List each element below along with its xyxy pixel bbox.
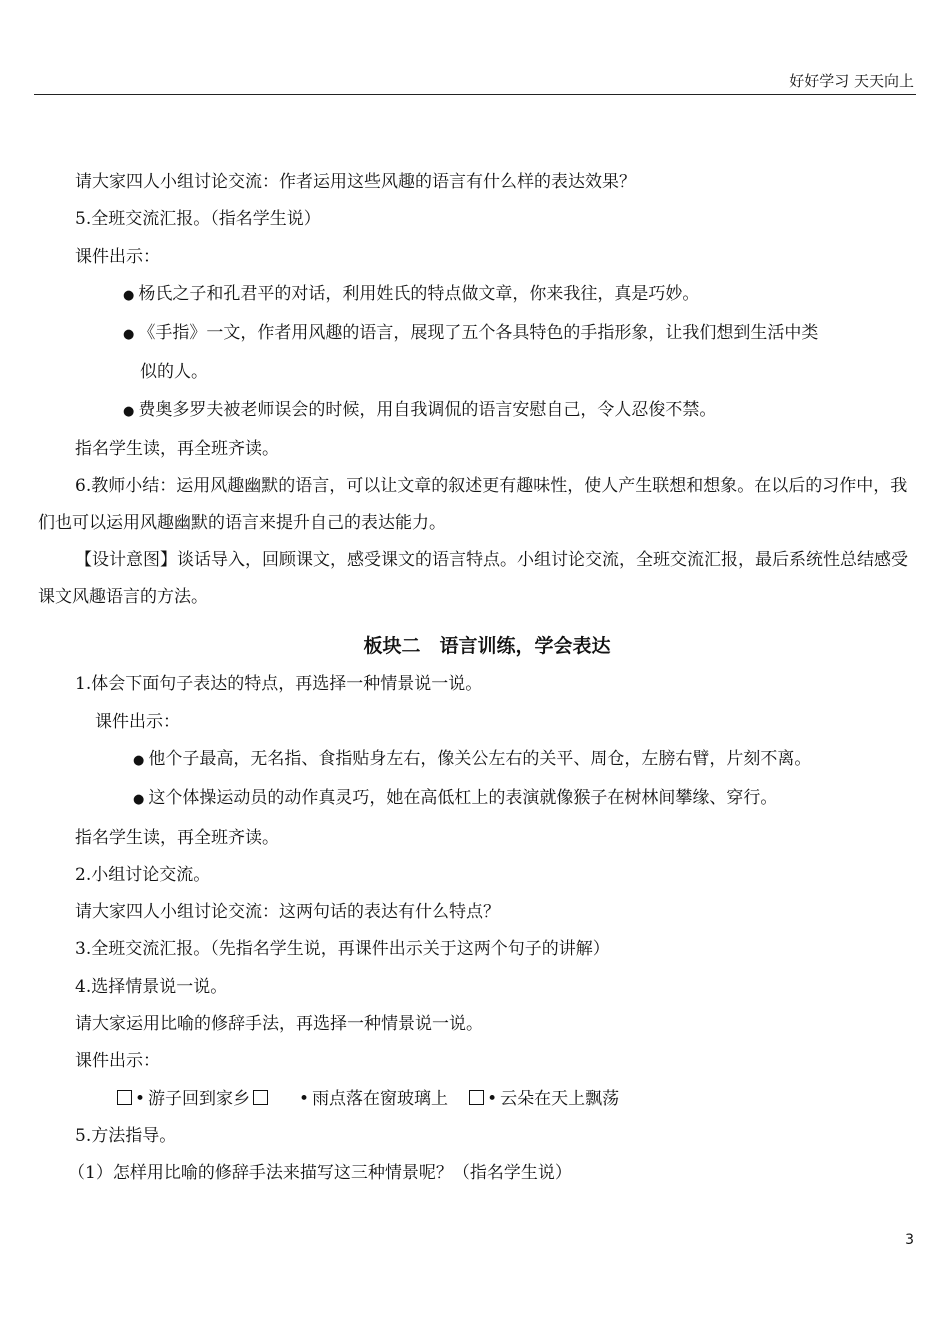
checkbox-icon	[253, 1090, 268, 1105]
paragraph: 指名学生读，再全班齐读。	[75, 827, 279, 848]
paragraph: 课件出示：	[75, 1051, 160, 1072]
paragraph: 2.小组讨论交流。	[75, 864, 211, 885]
scenario-options	[38, 1087, 918, 1111]
bullet-icon: ●	[123, 287, 135, 303]
bullet-item	[38, 747, 918, 773]
bullet-continuation: 似的人。	[140, 362, 208, 383]
paragraph: 5.方法指导。	[75, 1125, 177, 1146]
scenario-option: 雨点落在窗玻璃上	[312, 1088, 449, 1109]
bullet-item	[38, 398, 918, 424]
bullet-text: 《手指》一文，作者用风趣的语言，展现了五个各具特色的手指形象，让我们想到生活中类	[138, 323, 819, 344]
bullet-item	[38, 282, 918, 308]
bullet-item	[38, 786, 918, 812]
bullet-text: 他个子最高，无名指、食指贴身左右，像关公左右的关平、周仓，左膀右臂，片刻不离。	[148, 748, 812, 769]
scenario-option: 游子回到家乡	[148, 1088, 251, 1109]
paragraph: 请大家运用比喻的修辞手法，再选择一种情景说一说。	[75, 1014, 483, 1035]
dot-icon: •	[487, 1088, 498, 1109]
header-rule	[34, 94, 916, 95]
paragraph: 1.体会下面句子表达的特点，再选择一种情景说一说。	[75, 674, 483, 695]
paragraph: 3.全班交流汇报。（先指名学生说，再课件出示关于这两个句子的讲解）	[75, 939, 610, 960]
paragraph: 请大家四人小组讨论交流：这两句话的表达有什么特点？	[75, 902, 500, 923]
bullet-icon: ●	[123, 403, 135, 419]
document-body	[38, 170, 918, 1199]
checkbox-icon	[117, 1090, 132, 1105]
bullet-icon: ●	[123, 327, 135, 343]
header-text: 好好学习 天天向上	[789, 72, 914, 90]
paragraph: 课件出示：	[75, 246, 160, 267]
dot-icon: •	[135, 1088, 146, 1109]
bullet-icon: ●	[133, 792, 145, 808]
paragraph: 课件出示：	[95, 711, 180, 732]
paragraph: 指名学生读，再全班齐读。	[75, 439, 279, 460]
section-title: 板块二 语言训练，学会表达	[363, 635, 611, 658]
bullet-text: 杨氏之子和孔君平的对话，利用姓氏的特点做文章，你来我往，真是巧妙。	[138, 283, 700, 304]
bullet-icon: ●	[133, 752, 145, 768]
bullet-text: 费奥多罗夫被老师误会的时候，用自我调侃的语言安慰自己，令人忍俊不禁。	[138, 399, 717, 420]
paragraph: （1）怎样用比喻的修辞手法来描写这三种情景呢？（指名学生说）	[68, 1163, 572, 1184]
paragraph: 5.全班交流汇报。（指名学生说）	[75, 209, 321, 230]
dot-icon: •	[299, 1088, 310, 1109]
page-number: 3	[905, 1232, 914, 1248]
bullet-text: 这个体操运动员的动作真灵巧，她在高低杠上的表演就像猴子在树林间攀缘、穿行。	[148, 788, 778, 809]
paragraph: 6.教师小结：运用风趣幽默的语言，可以让文章的叙述更有趣味性，使人产生联想和想象。在以后的习作中，我们也可以运用风趣幽默的语言来提升自己的表达能力。	[38, 476, 908, 534]
paragraph: 请大家四人小组讨论交流：作者运用这些风趣的语言有什么样的表达效果？	[75, 172, 636, 192]
scenario-option: 云朵在天上飘荡	[500, 1088, 620, 1109]
paragraph: 4.选择情景说一说。	[75, 976, 228, 997]
design-intent: 【设计意图】谈话导入，回顾课文，感受课文的语言特点。小组讨论交流，全班交流汇报，最后系统性总结感受课文风趣语言的方法。	[38, 550, 908, 608]
checkbox-icon	[469, 1090, 484, 1105]
bullet-item	[38, 321, 918, 347]
